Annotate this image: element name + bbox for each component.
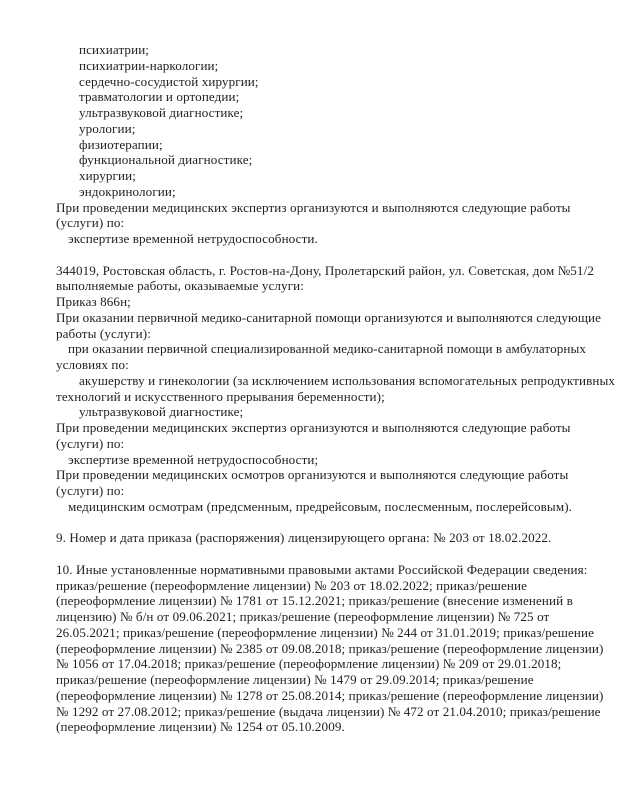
text-line: (услуги) по: bbox=[56, 483, 125, 498]
blank-line bbox=[56, 546, 601, 562]
text-line: № 1056 от 17.04.2018; приказ/решение (переоформление лицензии) № 209 от 29.01.2018; bbox=[56, 656, 562, 672]
text-line: лицензию) № б/н от 09.06.2021; приказ/решение (переоформление лицензии) № 725 от bbox=[56, 609, 550, 624]
text-line: выполняемые работы, оказываемые услуги: bbox=[56, 278, 305, 294]
document-text-block bbox=[56, 42, 616, 735]
text-line: 9. Номер и дата приказа (распоряжения) лицензирующего органа: № 203 от 18.02.2022. bbox=[56, 530, 552, 546]
text-line: приказ/решение (переоформление лицензии) № 203 от 18.02.2022; приказ/решение bbox=[56, 577, 527, 593]
text-line: хирургии; bbox=[79, 168, 136, 183]
text-line: Приказ 866н; bbox=[56, 294, 131, 309]
text-line: экспертизе временной нетрудоспособности. bbox=[68, 231, 318, 246]
blank-line bbox=[56, 515, 601, 531]
text-line: (переоформление лицензии) № 1278 от 25.08.2014; приказ/решение (переоформление лицензии) bbox=[56, 687, 604, 703]
text-line: (услуги) по: bbox=[56, 215, 125, 231]
text-line: (переоформление лицензии) № 2385 от 09.08.2018; приказ/решение (переоформление лицензии) bbox=[56, 640, 604, 656]
text-line: акушерству и гинекологии (за исключением использования вспомогательных репродуктивных bbox=[79, 372, 616, 388]
text-line: 10. Иные установленные нормативными правовыми актами Российской Федерации сведения: bbox=[56, 561, 588, 577]
text-line: сердечно-сосудистой хирургии; bbox=[79, 73, 259, 89]
text-line: При оказании первичной медико-санитарной помощи организуются и выполняются следующие bbox=[56, 309, 602, 325]
text-line: физиотерапии; bbox=[79, 136, 163, 152]
text-line: экспертизе временной нетрудоспособности; bbox=[68, 451, 319, 467]
blank-line bbox=[56, 247, 601, 263]
text-line: приказ/решение (переоформление лицензии) № 1479 от 29.09.2014; приказ/решение bbox=[56, 672, 534, 687]
text-line: функциональной диагностике; bbox=[79, 152, 253, 168]
text-line: урологии; bbox=[79, 120, 136, 136]
text-line: технологий и искусственного прерывания беременности); bbox=[56, 388, 385, 404]
text-line: медицинским осмотрам (предсменным, предрейсовым, послесменным, послерейсовым). bbox=[68, 498, 573, 514]
text-line: 344019, Ростовская область, г. Ростов-на-Дону, Пролетарский район, ул. Советская, дом №51/2 bbox=[56, 262, 594, 278]
text-line: при оказании первичной специализированной медико-санитарной помощи в амбулаторных bbox=[68, 341, 587, 357]
text-line: (переоформление лицензии) № 1781 от 15.12.2021; приказ/решение (внесение изменений в bbox=[56, 593, 573, 609]
text-line: При проведении медицинских экспертиз организуются и выполняются следующие работы bbox=[56, 199, 571, 215]
text-line: 26.05.2021; приказ/решение (переоформление лицензии) № 244 от 31.01.2019; приказ/решение bbox=[56, 624, 595, 640]
text-line: психиатрии; bbox=[79, 42, 150, 57]
text-line: ультразвуковой диагностике; bbox=[79, 404, 244, 420]
text-line: работы (услуги): bbox=[56, 325, 151, 341]
text-line: № 1292 от 27.08.2012; приказ/решение (выдача лицензии) № 472 от 21.04.2010; приказ/решение bbox=[56, 703, 601, 719]
text-line: ультразвуковой диагностике; bbox=[79, 105, 244, 120]
text-line: эндокринологии; bbox=[79, 183, 176, 199]
text-line: (услуги) по: bbox=[56, 435, 125, 451]
text-line: При проведении медицинских экспертиз организуются и выполняются следующие работы bbox=[56, 420, 571, 435]
text-line: При проведении медицинских осмотров организуются и выполняются следующие работы bbox=[56, 467, 569, 483]
text-line: (переоформление лицензии) № 1254 от 05.10.2009. bbox=[56, 719, 345, 735]
text-line: условиях по: bbox=[56, 357, 129, 372]
text-line: травматологии и ортопедии; bbox=[79, 89, 240, 105]
text-line: психиатрии-наркологии; bbox=[79, 57, 219, 73]
